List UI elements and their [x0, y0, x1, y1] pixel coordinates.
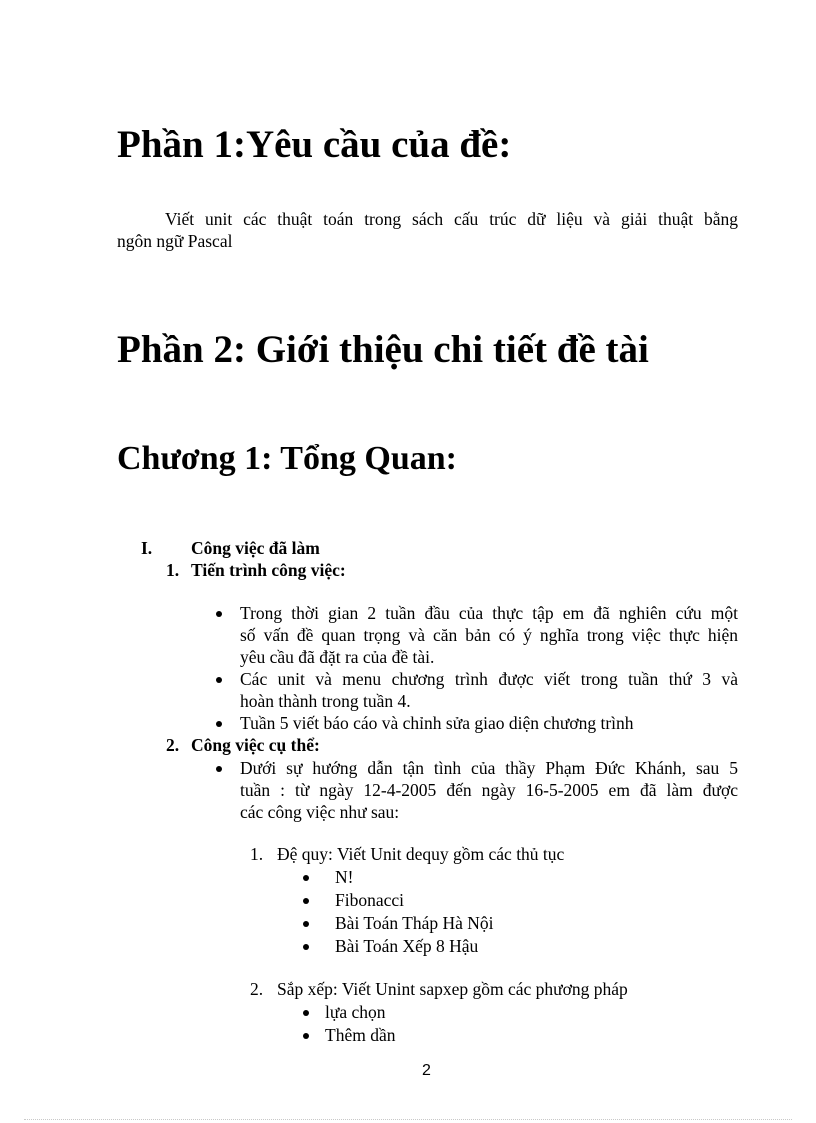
progress-bullet-1-line-1: Trong thời gian 2 tuần đầu của thực tập em đã nghiên cứu một [240, 603, 738, 623]
part1-body-line-1: Viết unit các thuật toán trong sách cấu trúc dữ liệu và giải thuật bằng [165, 209, 738, 229]
part1-body-line-2: ngôn ngữ Pascal [117, 231, 233, 251]
subsection-2-marker: 2. [166, 735, 180, 755]
sorting-item-text: Sắp xếp: Viết Unint sapxep gồm các phương pháp [277, 979, 628, 999]
tasks-bullet-line-2: tuần : từ ngày 12-4-2005 đến ngày 16-5-2005 em đã làm được [240, 780, 738, 800]
subsection-1-marker: 1. [166, 560, 180, 580]
bullet-icon [303, 921, 309, 927]
recursion-subitem: Bài Toán Tháp Hà Nội [335, 913, 494, 933]
bullet-icon [216, 721, 222, 727]
progress-bullet-3-line-1: Tuần 5 viết báo cáo và chỉnh sửa giao diện chương trình [240, 713, 634, 733]
recursion-subitem: Bài Toán Xếp 8 Hậu [335, 936, 479, 956]
bullet-icon [303, 898, 309, 904]
recursion-item-text: Đệ quy: Viết Unit dequy gồm các thủ tục [277, 844, 565, 864]
part2-heading: Phần 2: Giới thiệu chi tiết đề tài [117, 328, 649, 371]
recursion-subitem: Fibonacci [335, 890, 405, 910]
tasks-bullet-line-1: Dưới sự hướng dẫn tận tình của thầy Phạm Đức Khánh, sau 5 [240, 758, 738, 778]
subsection-1-title: Tiến trình công việc: [191, 560, 346, 580]
progress-bullet-2-line-2: hoàn thành trong tuần 4. [240, 691, 411, 711]
sorting-subitem: lựa chọn [325, 1002, 386, 1022]
subsection-2-title: Công việc cụ thể: [191, 735, 320, 755]
chapter1-heading: Chương 1: Tổng Quan: [117, 440, 457, 477]
bullet-icon [303, 875, 309, 881]
section-title: Công việc đã làm [191, 538, 320, 558]
part1-heading: Phần 1:Yêu cầu của đề: [117, 123, 512, 166]
section-marker: I. [141, 538, 153, 558]
progress-bullet-1-line-3: yêu cầu đã đặt ra của đề tài. [240, 647, 435, 667]
progress-bullet-2-line-1: Các unit và menu chương trình được viết trong tuần thứ 3 và [240, 669, 738, 689]
bullet-icon [216, 766, 222, 772]
bullet-icon [303, 1010, 309, 1016]
bullet-icon [303, 944, 309, 950]
recursion-subitem: N! [335, 867, 354, 887]
bullet-icon [216, 611, 222, 617]
sorting-subitem: Thêm dần [325, 1025, 396, 1045]
progress-bullet-1-line-2: số vấn đề quan trọng và căn bản có ý nghĩa trong việc thực hiện [240, 625, 738, 645]
page-edge-divider [24, 1119, 792, 1120]
page-number: 2 [422, 1062, 431, 1079]
bullet-icon [303, 1033, 309, 1039]
sorting-item-marker: 2. [250, 979, 264, 999]
tasks-bullet-line-3: các công việc như sau: [240, 802, 400, 822]
bullet-icon [216, 677, 222, 683]
recursion-item-marker: 1. [250, 844, 264, 864]
